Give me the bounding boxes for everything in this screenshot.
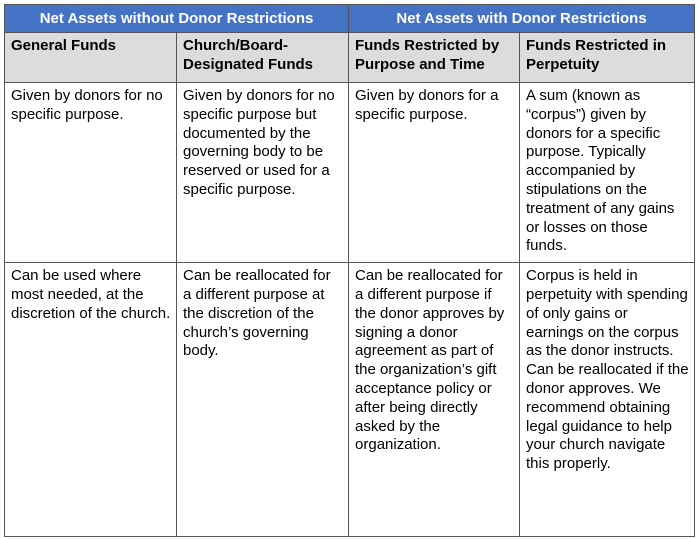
column-header-perpetuity: Funds Restricted in Perpetuity — [520, 33, 695, 83]
group-header-row — [5, 5, 695, 33]
table-row-usage — [5, 263, 695, 537]
column-header-board-designated: Church/Board-Designated Funds — [177, 33, 349, 83]
table-cell: Can be reallocated for a different purpose at the discretion of the church’s governing body. — [177, 263, 349, 537]
table-cell: Can be used where most needed, at the discretion of the church. — [5, 263, 177, 537]
table-cell: Corpus is held in perpetuity with spending of only gains or earnings on the corpus as the donor instructs. Can be reallocated if the donor approves. We recommend obtaining legal guidance to help your church navigate this properly. — [520, 263, 695, 537]
group-header-with-restrictions: Net Assets with Donor Restrictions — [349, 5, 695, 33]
column-header-row — [5, 33, 695, 83]
table-cell: A sum (known as “corpus”) given by donors for a specific purpose. Typically accompanied by stipulations on the treatment of any gains or losses on those funds. — [520, 83, 695, 263]
table-cell: Given by donors for no specific purpose but documented by the governing body to be reserved or used for a specific purpose. — [177, 83, 349, 263]
table-row-source — [5, 83, 695, 263]
table-cell: Given by donors for no specific purpose. — [5, 83, 177, 263]
group-header-without-restrictions: Net Assets without Donor Restrictions — [5, 5, 349, 33]
column-header-general-funds: General Funds — [5, 33, 177, 83]
column-header-purpose-time: Funds Restricted by Purpose and Time — [349, 33, 520, 83]
table-cell: Given by donors for a specific purpose. — [349, 83, 520, 263]
net-assets-table — [4, 4, 695, 537]
table-cell: Can be reallocated for a different purpose if the donor approves by signing a donor agreement as part of the organization’s gift acceptance policy or after being directly asked by the organization. — [349, 263, 520, 537]
